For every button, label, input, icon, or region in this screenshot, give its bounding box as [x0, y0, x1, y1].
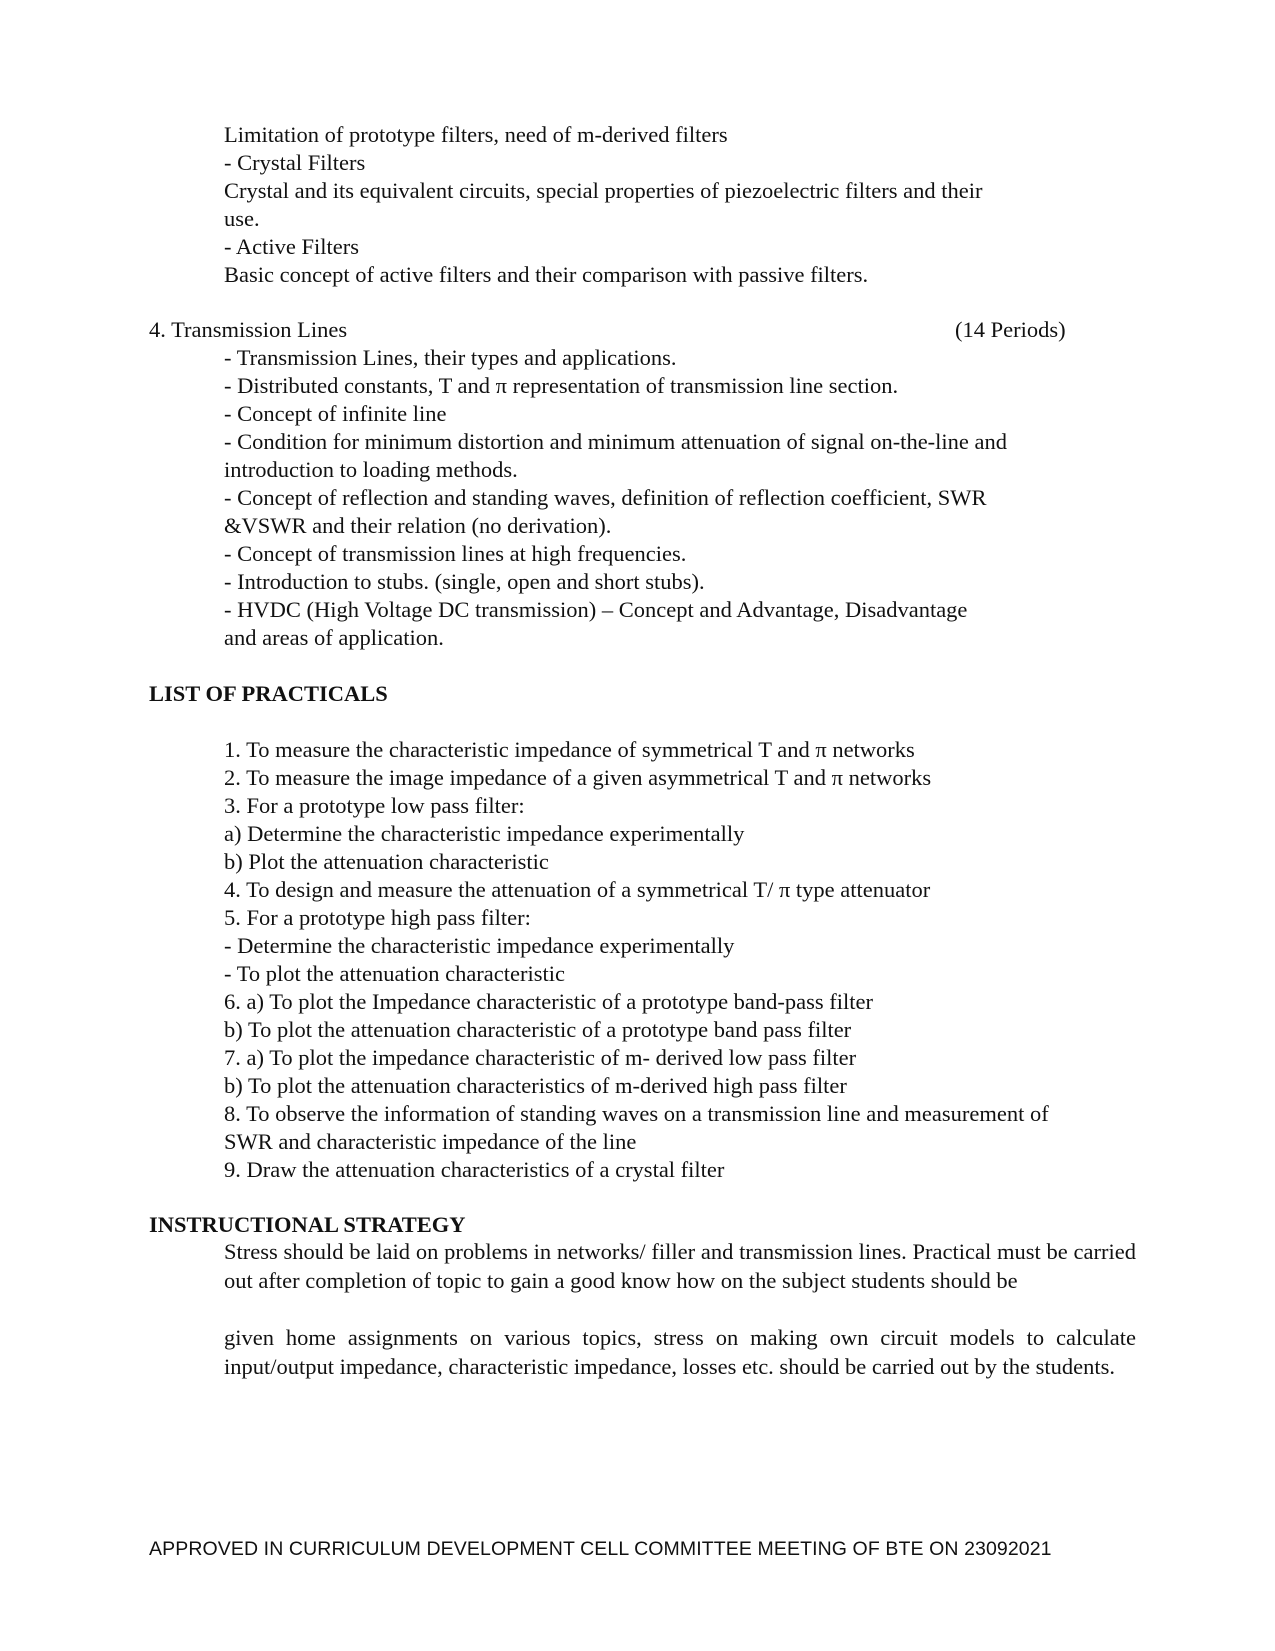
practical-item: 9. Draw the attenuation characteristics of a crystal filter: [224, 1157, 725, 1182]
intro-line-2: - Crystal Filters: [224, 150, 366, 175]
intro-line-3: Crystal and its equivalent circuits, special properties of piezoelectric filters and their: [224, 178, 983, 203]
section4-heading: 4. Transmission Lines: [149, 317, 348, 342]
practical-item: 8. To observe the information of standing waves on a transmission line and measurement of: [224, 1101, 1049, 1126]
practical-item: 5. For a prototype high pass filter:: [224, 905, 531, 930]
intro-line-6: Basic concept of active filters and their comparison with passive filters.: [224, 262, 869, 287]
strategy-paragraph-1: Stress should be laid on problems in networks/ filler and transmission lines. Practical must be carried out after completion of topic to gain a good know how on the subject students should be: [224, 1239, 1136, 1293]
section4-periods: (14 Periods): [955, 317, 1066, 342]
practical-item: b) Plot the attenuation characteristic: [224, 849, 549, 874]
practical-item: b) To plot the attenuation characteristics of m-derived high pass filter: [224, 1073, 847, 1098]
section4-line: &VSWR and their relation (no derivation).: [224, 513, 612, 538]
intro-line-1: Limitation of prototype filters, need of m-derived filters: [224, 122, 728, 147]
practical-item: 1. To measure the characteristic impedance of symmetrical T and π networks: [224, 737, 915, 762]
section4-line: and areas of application.: [224, 625, 444, 650]
practicals-heading: LIST OF PRACTICALS: [149, 681, 388, 706]
practical-item: 6. a) To plot the Impedance characteristic of a prototype band-pass filter: [224, 989, 874, 1014]
section4-line: - Transmission Lines, their types and applications.: [224, 345, 677, 370]
section4-line: - Condition for minimum distortion and minimum attenuation of signal on-the-line and: [224, 429, 1008, 454]
section4-line: introduction to loading methods.: [224, 457, 518, 482]
practical-item: 4. To design and measure the attenuation of a symmetrical T/ π type attenuator: [224, 877, 931, 902]
section4-line: - Concept of reflection and standing waves, definition of reflection coefficient, SWR: [224, 485, 987, 510]
section4-line: - Introduction to stubs. (single, open and short stubs).: [224, 569, 705, 594]
section4-line: - Distributed constants, T and π representation of transmission line section.: [224, 373, 899, 398]
section4-line: - Concept of transmission lines at high frequencies.: [224, 541, 687, 566]
practical-item: SWR and characteristic impedance of the line: [224, 1129, 637, 1154]
strategy-paragraph-2: given home assignments on various topics, stress on making own circuit models to calculate input/output impedance, characteristic impedance, losses etc. should be carried out by the students.: [224, 1325, 1136, 1379]
approval-footer: APPROVED IN CURRICULUM DEVELOPMENT CELL COMMITTEE MEETING OF BTE ON 23092021: [149, 1538, 1052, 1560]
practical-item: - To plot the attenuation characteristic: [224, 961, 566, 986]
practical-item: 2. To measure the image impedance of a given asymmetrical T and π networks: [224, 765, 932, 790]
practical-item: 7. a) To plot the impedance characteristic of m- derived low pass filter: [224, 1045, 857, 1070]
intro-line-4: use.: [224, 206, 260, 231]
section4-line: - Concept of infinite line: [224, 401, 447, 426]
practical-item: 3. For a prototype low pass filter:: [224, 793, 525, 818]
section4-line: - HVDC (High Voltage DC transmission) – Concept and Advantage, Disadvantage: [224, 597, 968, 622]
strategy-heading: INSTRUCTIONAL STRATEGY: [149, 1212, 466, 1237]
intro-line-5: - Active Filters: [224, 234, 359, 259]
practical-item: a) Determine the characteristic impedance experimentally: [224, 821, 745, 846]
practical-item: - Determine the characteristic impedance experimentally: [224, 933, 735, 958]
practical-item: b) To plot the attenuation characteristic of a prototype band pass filter: [224, 1017, 852, 1042]
